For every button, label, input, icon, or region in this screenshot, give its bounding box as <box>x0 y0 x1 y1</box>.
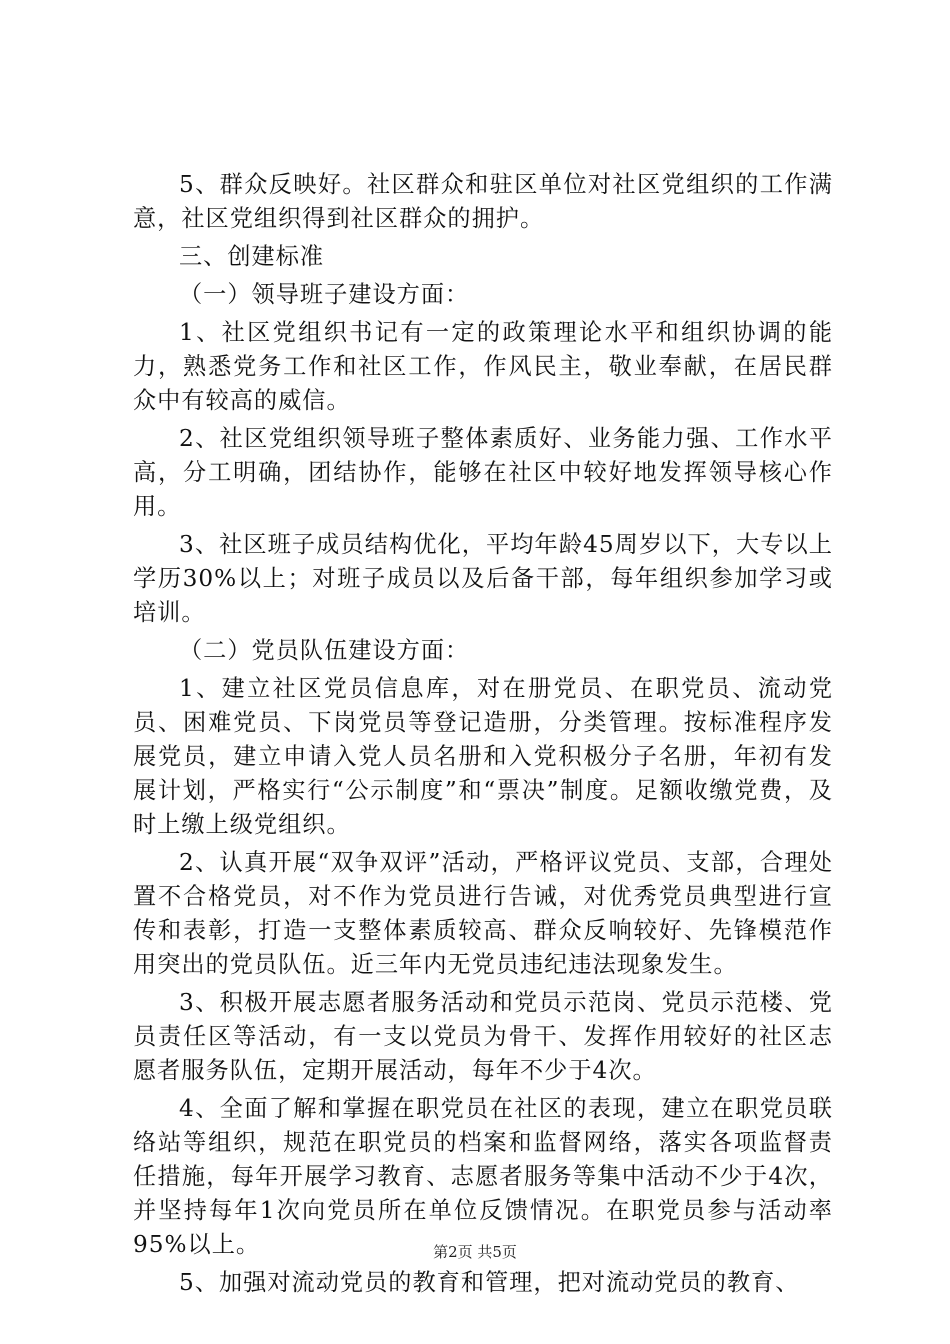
paragraph: 2、社区党组织领导班子整体素质好、业务能力强、工作水平高，分工明确，团结协作，能够在社区中较好地发挥领导核心作用。 <box>133 425 833 520</box>
paragraph: 1、建立社区党员信息库，对在册党员、在职党员、流动党员、困难党员、下岗党员等登记造册，分类管理。按标准程序发展党员，建立申请入党人员名册和入党积极分子名册，年初有发展计划，严格实行“公示制度”和“票决”制度。足额收缴党费，及时上缴上级党组织。 <box>133 675 833 838</box>
subsection-heading: （二）党员队伍建设方面： <box>179 637 470 664</box>
section-heading: 三、创建标准 <box>179 243 325 270</box>
paragraph: 2、认真开展“双争双评”活动，严格评议党员、支部，合理处置不合格党员，对不作为党员进行告诫，对优秀党员典型进行宣传和表彰，打造一支整体素质较高、群众反响较好、先锋模范作用突出的党员队伍。近三年内无党员违纪违法现象发生。 <box>133 849 833 978</box>
paragraph: 3、积极开展志愿者服务活动和党员示范岗、党员示范楼、党员责任区等活动，有一支以党员为骨干、发挥作用较好的社区志愿者服务队伍，定期开展活动，每年不少于4次。 <box>133 989 833 1084</box>
paragraph: 5、加强对流动党员的教育和管理，把对流动党员的教育、 <box>179 1269 800 1296</box>
subsection-heading: （一）领导班子建设方面： <box>179 281 470 308</box>
paragraph: 1、社区党组织书记有一定的政策理论水平和组织协调的能力，熟悉党务工作和社区工作，作风民主，敬业奉献，在居民群众中有较高的威信。 <box>133 319 833 414</box>
paragraph: 5、群众反映好。社区群众和驻区单位对社区党组织的工作满意，社区党组织得到社区群众的拥护。 <box>133 171 833 232</box>
paragraph: 4、全面了解和掌握在职党员在社区的表现，建立在职党员联络站等组织，规范在职党员的档案和监督网络，落实各项监督责任措施，每年开展学习教育、志愿者服务等集中活动不少于4次，并坚持每年1次向党员所在单位反馈情况。在职党员参与活动率95%以上。 <box>133 1095 833 1258</box>
document-body <box>133 168 833 1304</box>
paragraph: 3、社区班子成员结构优化，平均年龄45周岁以下，大专以上学历30%以上；对班子成员以及后备干部，每年组织参加学习或培训。 <box>133 531 833 626</box>
page-footer: 第2页 共5页 <box>433 1243 517 1261</box>
